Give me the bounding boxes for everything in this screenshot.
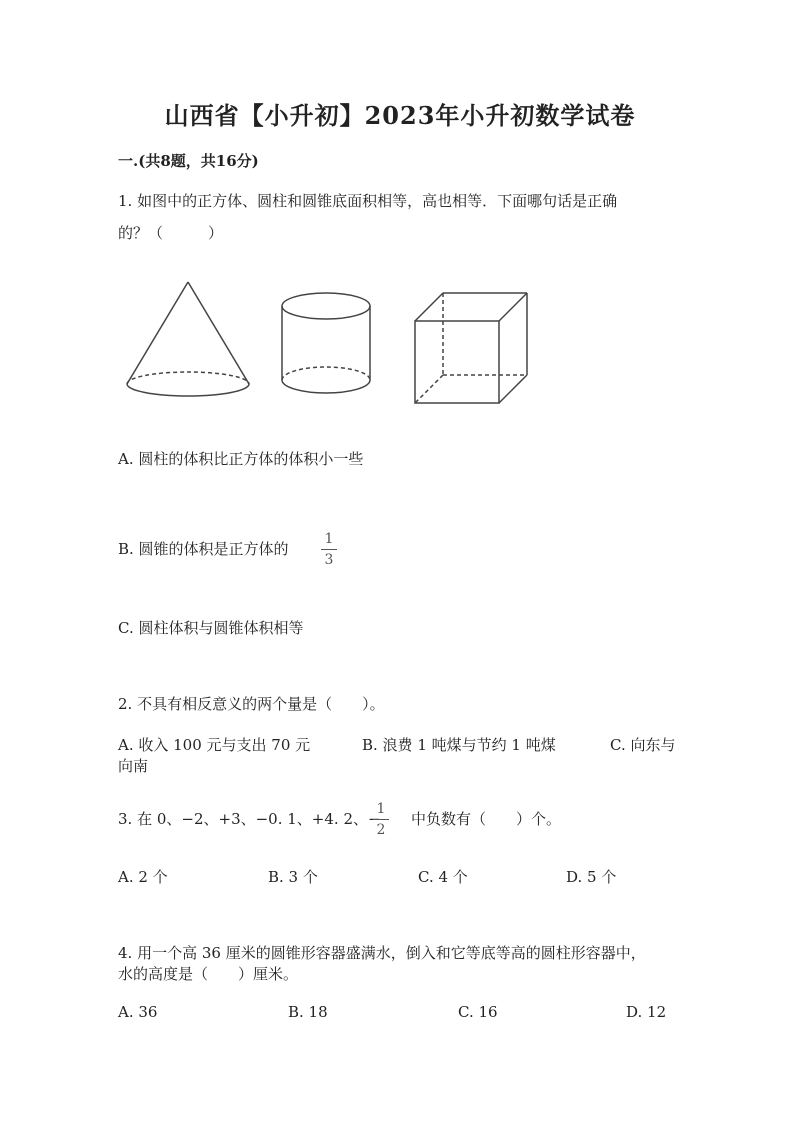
q2-option-b: B. 浪费 1 吨煤与节约 1 吨煤	[362, 736, 556, 754]
q1-stem-line1: 1. 如图中的正方体、圆柱和圆锥底面积相等，高也相等．下面哪句话是正确	[118, 192, 618, 210]
page-title: 山西省【小升初】2023年小升初数学试卷	[164, 101, 636, 130]
q1-option-c: C. 圆柱体积与圆锥体积相等	[118, 619, 304, 637]
q2-option-c-continued: 向南	[118, 757, 149, 775]
q4-option-d: D. 12	[626, 1003, 667, 1021]
q1-option-b-fraction	[321, 531, 337, 568]
q3-stem-before: 3. 在 0、−2、+3、−0. 1、+4. 2、−	[118, 810, 381, 828]
q1-option-b: B. 圆锥的体积是正方体的	[118, 540, 289, 558]
q3-option-a: A. 2 个	[118, 868, 168, 886]
section-header: 一.(共8题，共16分)	[118, 152, 259, 170]
q1-stem-line2: 的？（ ）	[118, 224, 224, 242]
q3-option-d: D. 5 个	[566, 868, 617, 886]
q2-option-a: A. 收入 100 元与支出 70 元	[118, 736, 311, 754]
q3-option-c: C. 4 个	[418, 868, 468, 886]
q3-option-b: B. 3 个	[268, 868, 318, 886]
q4-option-c: C. 16	[458, 1003, 498, 1021]
q3-stem-after: 中负数有（ ）个。	[411, 810, 562, 828]
q4-stem-line1: 4. 用一个高 36 厘米的圆锥形容器盛满水，倒入和它等底等高的圆柱形容器中，	[118, 944, 646, 962]
q1-option-a: A. 圆柱的体积比正方体的体积小一些	[118, 450, 364, 468]
q2-stem: 2. 不具有相反意义的两个量是（ ）。	[118, 695, 385, 713]
q4-stem-line2: 水的高度是（ ）厘米。	[118, 965, 299, 983]
q4-option-a: A. 36	[118, 1003, 158, 1021]
cylinder-figure	[282, 293, 370, 393]
fraction-denominator: 2	[376, 822, 386, 838]
cone-figure	[127, 282, 249, 396]
cube-figure	[415, 293, 527, 403]
q4-option-b: B. 18	[288, 1003, 328, 1021]
q2-option-c: C. 向东与	[610, 736, 676, 754]
fraction-numerator: 1	[324, 531, 334, 547]
fraction-denominator: 3	[324, 552, 334, 568]
q3-fraction	[373, 801, 389, 838]
fraction-numerator: 1	[376, 801, 386, 817]
q1-figure	[118, 276, 538, 412]
